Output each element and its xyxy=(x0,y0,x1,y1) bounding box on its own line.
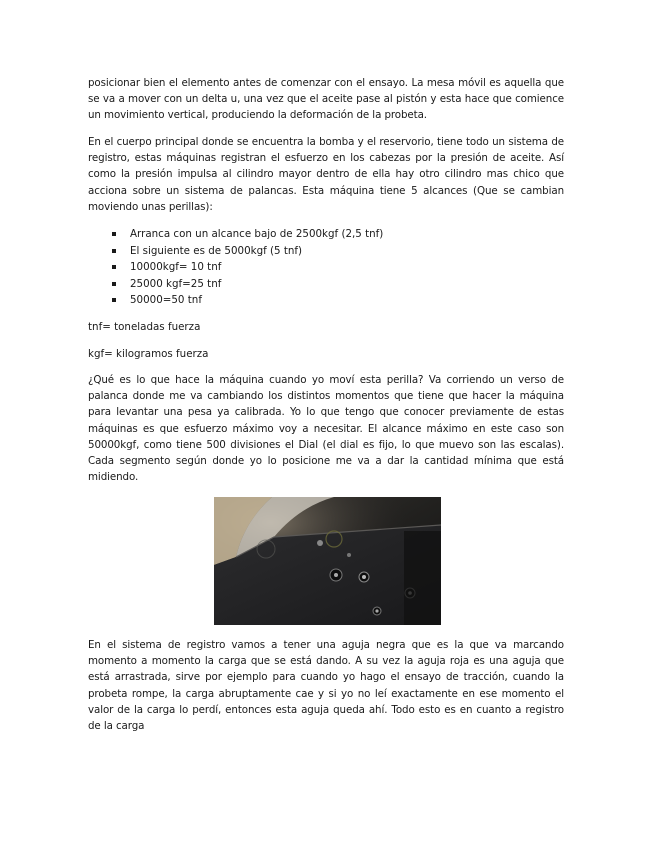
list-item: 50000=50 tnf xyxy=(108,292,508,309)
definition-kgf: kgf= kilogramos fuerza xyxy=(88,348,209,360)
machine-photo xyxy=(214,497,441,625)
list-item: El siguiente es de 5000kgf (5 tnf) xyxy=(108,243,508,260)
paragraph-registration-system: En el cuerpo principal donde se encuentra la bomba y el reservorio, tiene todo un sistema de registro, estas máquinas registran el esfuerzo en los cabezas por la presión de aceite. Así como la presión impulsa al cilindro mayor dentro de ella hay otro cilindro mas chico que acciona sobre un sistema de palancas. Esta máquina tiene 5 alcances (Que se cambian moviendo unas perillas): xyxy=(88,136,564,213)
list-item: 25000 kgf=25 tnf xyxy=(108,276,508,293)
paragraph-needles: En el sistema de registro vamos a tener una aguja negra que es la que va marcando momento a momento la carga que se está dando. A su vez la aguja roja es una aguja que está arrastrada, sirve por ejemplo para cuando yo hago el ensayo de tracción, cuando la probeta rompe, la carga abruptamente cae y si yo no leí exactamente en ese momento el valor de la carga lo perdí, entonces esta aguja queda ahí. Todo esto es en cuanto a registro de la carga xyxy=(88,639,564,733)
paragraph-test-table: posicionar bien el elemento antes de comenzar con el ensayo. La mesa móvil es aquella que se va a mover con un delta u, una vez que el aceite pase al pistón y esta hace que comience un movimiento vertical, produciendo la deformación de la probeta. xyxy=(88,77,564,122)
bullet-icon xyxy=(112,232,116,236)
bullet-icon xyxy=(112,265,116,269)
definition-tnf: tnf= toneladas fuerza xyxy=(88,321,201,333)
range-list xyxy=(108,226,508,309)
bullet-icon xyxy=(112,249,116,253)
list-item: Arranca con un alcance bajo de 2500kgf (2,5 tnf) xyxy=(108,226,508,243)
bullet-icon xyxy=(112,282,116,286)
list-item: 10000kgf= 10 tnf xyxy=(108,259,508,276)
bullet-icon xyxy=(112,298,116,302)
paragraph-knob-question: ¿Qué es lo que hace la máquina cuando yo moví esta perilla? Va corriendo un verso de palanca donde me va cambiando los distintos momentos que tiene que hacer la máquina para levantar una pesa ya calibrada. Yo lo que tengo que conocer previamente de estas máquinas es que esfuerzo máximo voy a necesitar. El alcance máximo en este caso son 50000kgf, como tiene 500 divisiones el Dial (el dial es fijo, lo que muevo son las escalas). Cada segmento según donde yo lo posicione me va a dar la cantidad mínima que está midiendo. xyxy=(88,374,564,484)
